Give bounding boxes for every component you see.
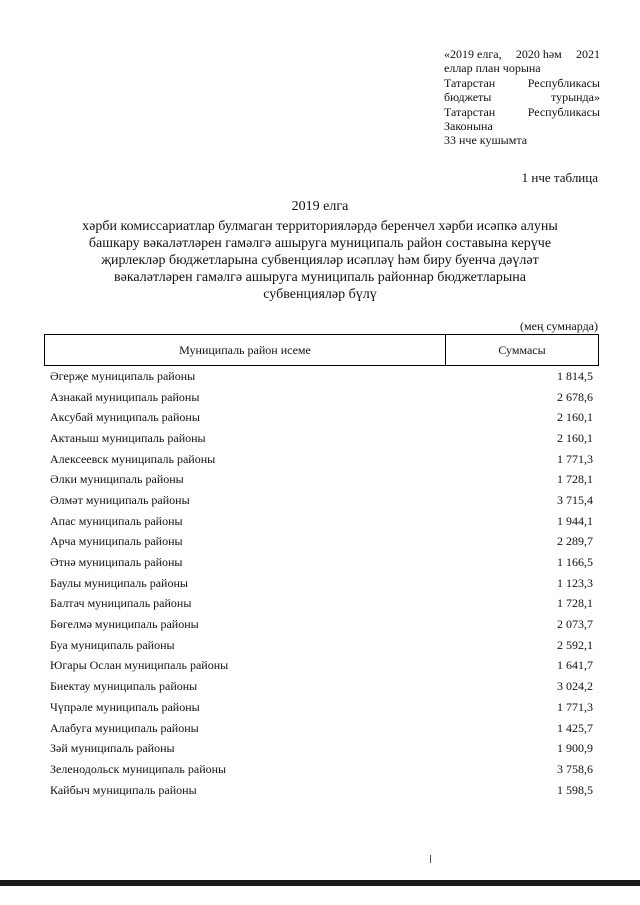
appendix-text: 2020 һәм: [515, 47, 562, 61]
table-header: [44, 334, 599, 366]
subvention-amount: 1 771,3: [557, 451, 593, 466]
municipality-name: Чүпрәле муниципаль районы: [50, 699, 200, 714]
municipality-name: Бөгелмә муниципаль районы: [50, 617, 199, 632]
subvention-amount: 3 024,2: [557, 679, 593, 694]
appendix-text: Республикасы: [527, 104, 600, 119]
subvention-amount: 1 123,3: [557, 575, 593, 590]
municipality-name: Баулы муниципаль районы: [50, 575, 188, 590]
subvention-amount: 2 160,1: [557, 430, 593, 445]
subvention-amount: 2 289,7: [557, 534, 593, 549]
municipality-name: Актаныш муниципаль районы: [50, 430, 206, 445]
subvention-amount: 2 678,6: [557, 389, 593, 404]
table-row: [50, 552, 599, 573]
table-row: [50, 511, 599, 532]
municipality-name: Азнакай муниципаль районы: [50, 389, 200, 404]
title-line: хәрби комиссариатлар булмаган территорияләрдә беренчел хәрби исәпкә алуны: [82, 219, 558, 234]
municipality-name: Зеленодольск муниципаль районы: [50, 761, 227, 776]
title-year: 2019 елга: [291, 199, 349, 214]
appendix-line: [444, 105, 600, 119]
table-row: [50, 656, 599, 677]
subvention-amount: 1 944,1: [557, 513, 593, 528]
municipality-name: Кайбыч муниципаль районы: [50, 782, 197, 797]
subvention-amount: 1 166,5: [557, 555, 593, 570]
municipality-name: Буа муниципаль районы: [50, 637, 175, 652]
table-row: [50, 738, 599, 759]
subvention-amount: 2 160,1: [557, 410, 593, 425]
appendix-line: [444, 47, 600, 61]
municipality-name: Әлмәт муниципаль районы: [50, 492, 190, 507]
appendix-text: Татарстан: [444, 75, 496, 90]
subvention-amount: 1 900,9: [557, 741, 593, 756]
subvention-amount: 1 641,7: [557, 658, 593, 673]
table-number: 1 нче таблица: [521, 170, 598, 185]
appendix-text: Законына: [444, 119, 493, 134]
municipality-name: Балтач муниципаль районы: [50, 596, 192, 611]
appendix-text: турында»: [550, 90, 600, 105]
title-line: субвенцияләр бүлү: [263, 287, 377, 302]
appendix-text: 2021: [575, 47, 600, 61]
appendix-text: 33 нче кушымта: [444, 133, 528, 148]
header-sum: Суммасы: [498, 342, 546, 357]
subvention-amount: 3 758,6: [557, 761, 593, 776]
municipality-name: Алексеевск муниципаль районы: [50, 451, 216, 466]
appendix-text: бюджеты: [444, 90, 492, 105]
header-municipality-name: Муниципаль район исеме: [45, 335, 446, 365]
appendix-line: [444, 133, 600, 147]
subvention-amount: 1 598,5: [557, 782, 593, 797]
subvention-amount: 3 715,4: [557, 492, 593, 507]
table-row: [50, 469, 599, 490]
table-row: [50, 387, 599, 408]
subvention-amount: 1 814,5: [557, 368, 593, 383]
title-line: вәкаләтләрен гамәлгә ашыруга муниципаль районнар бюджетларына: [114, 270, 526, 285]
subvention-amount: 1 728,1: [557, 472, 593, 487]
municipality-name: Алабуга муниципаль районы: [50, 720, 199, 735]
subvention-amount: 1 425,7: [557, 720, 593, 735]
municipality-name: Биектау муниципаль районы: [50, 679, 198, 694]
appendix-text: еллар план чорына: [444, 61, 541, 76]
table-body: [50, 366, 599, 800]
scan-mark: [430, 855, 431, 863]
table-row: [50, 780, 599, 801]
table-row: [50, 428, 599, 449]
municipality-name: Апас муниципаль районы: [50, 513, 183, 528]
appendix-line: [444, 76, 600, 90]
table-row: [50, 490, 599, 511]
appendix-line: [444, 90, 600, 104]
appendix-line: [444, 61, 600, 75]
municipality-name: Әлки муниципаль районы: [50, 472, 184, 487]
subvention-amount: 2 592,1: [557, 637, 593, 652]
appendix-text: Республикасы: [527, 75, 600, 90]
table-row: [50, 718, 599, 739]
subvention-amount: 2 073,7: [557, 617, 593, 632]
appendix-reference: [444, 47, 600, 148]
municipality-name: Арча муниципаль районы: [50, 534, 183, 549]
table-row: [50, 532, 599, 553]
municipality-name: Әтнә муниципаль районы: [50, 555, 183, 570]
scan-edge: [0, 880, 640, 886]
table-row: [50, 366, 599, 387]
municipality-name: Зәй муниципаль районы: [50, 741, 175, 756]
unit-note: (мең сумнарда): [520, 319, 598, 333]
table-row: [50, 614, 599, 635]
table-row: [50, 449, 599, 470]
subvention-amount: 1 728,1: [557, 596, 593, 611]
municipality-name: Аксубай муниципаль районы: [50, 410, 200, 425]
municipality-name: Әгерҗе муниципаль районы: [50, 368, 196, 383]
subvention-amount: 1 771,3: [557, 699, 593, 714]
table-row: [50, 594, 599, 615]
title-line: башкару вәкаләтләрен гамәлгә ашыруга муниципаль район составына керүче: [88, 236, 552, 251]
appendix-text: «2019 елга,: [444, 47, 502, 61]
municipality-name: Югары Ослан муниципаль районы: [50, 658, 229, 673]
table-row: [50, 573, 599, 594]
appendix-text: Татарстан: [444, 104, 496, 119]
table-row: [50, 676, 599, 697]
appendix-line: [444, 119, 600, 133]
table-row: [50, 697, 599, 718]
table-row: [50, 635, 599, 656]
title-line: җирлекләр бюджетларына субвенцияләр исәпләү һәм биру буенча дәүләт: [101, 253, 539, 268]
table-row: [50, 759, 599, 780]
document-title: [40, 198, 600, 303]
table-row: [50, 407, 599, 428]
